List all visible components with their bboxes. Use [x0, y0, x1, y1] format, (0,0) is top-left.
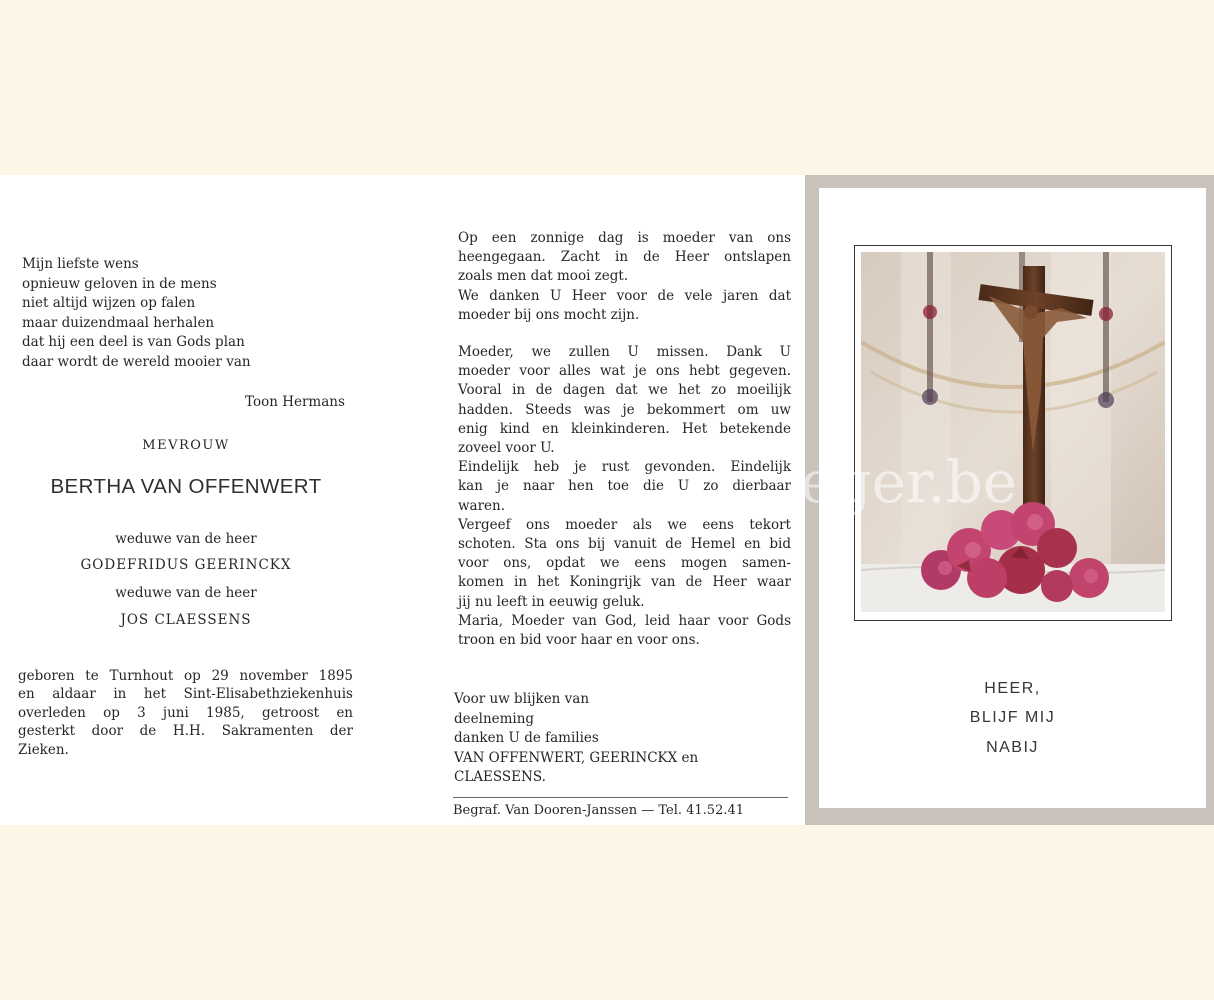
tribute-line: Moeder, we zullen U missen. Dank U [458, 344, 791, 361]
tribute-line: kan je naar hen toe die U zo dierbaar [458, 478, 791, 495]
memorial-card [0, 175, 1214, 825]
undertaker-info: Begraf. Van Dooren-Janssen — Tel. 41.52.41 [453, 803, 745, 818]
prayer-line: NABIJ [986, 739, 1039, 756]
deceased-name: BERTHA VAN OFFENWERT [50, 475, 322, 498]
husband-name: GODEFRIDUS GEERINCKX [80, 557, 292, 573]
tribute-line: jij nu leeft in eeuwig geluk. [458, 593, 645, 610]
paragraph-gap [458, 325, 791, 343]
husband-name: JOS CLAESSENS [120, 612, 252, 628]
left-panel [0, 175, 400, 825]
tribute-line: Vergeef ons moeder als we eens tekort [458, 516, 791, 533]
tribute-line: We danken U Heer voor de vele jaren dat [458, 287, 791, 304]
tribute-line: zoveel voor U. [458, 440, 555, 457]
poem-line: daar wordt de wereld mooier van [22, 353, 251, 370]
crucifix-image [861, 252, 1165, 612]
poem-author: Toon Hermans [245, 394, 345, 410]
tribute-line: enig kind en kleinkinderen. Het betekende [458, 420, 791, 437]
tribute-line: heengegaan. Zacht in de Heer ontslapen [458, 249, 791, 266]
thanks-line: Voor uw blijken van [454, 691, 590, 707]
thanks-line: danken U de families [454, 730, 599, 747]
biography [18, 667, 353, 759]
widow-line: weduwe van de heer [115, 585, 257, 601]
tribute-line: Maria, Moeder van God, leid haar voor Gods [458, 612, 791, 629]
tribute-line: zoals men dat mooi zegt. [458, 268, 629, 285]
tribute-text [458, 229, 791, 650]
thanks-line: CLAESSENS. [454, 769, 546, 786]
title-mevrouw: MEVROUW [142, 438, 230, 453]
bio-line: Zieken. [18, 741, 69, 758]
bio-line: overleden op 3 juni 1985, getroost en [18, 704, 353, 721]
divider [453, 797, 788, 798]
photo-frame [854, 245, 1172, 621]
bio-line: geboren te Turnhout op 29 november 1895 [18, 668, 353, 684]
middle-panel [440, 175, 805, 825]
thanks-text [454, 690, 698, 788]
poem [22, 255, 251, 373]
tribute-line: troon en bid voor haar en voor ons. [458, 632, 700, 649]
tribute-line: schoten. Sta ons bij vanuit de Hemel en bid [458, 536, 791, 553]
thanks-line: deelneming [454, 710, 535, 727]
tribute-line: Eindelijk heb je rust gevonden. Eindelijk [458, 459, 791, 476]
tribute-line: moeder bij ons mocht zijn. [458, 306, 640, 323]
poem-line: Mijn liefste wens [22, 256, 139, 272]
poem-line: niet altijd wijzen op falen [22, 295, 196, 312]
poem-line: opnieuw geloven in de mens [22, 275, 217, 292]
prayer-line: BLIJF MIJ [969, 709, 1056, 726]
poem-line: dat hij een deel is van Gods plan [22, 334, 245, 351]
bio-line: gesterkt door de H.H. Sakramenten der [18, 723, 353, 740]
tribute-line: waren. [458, 497, 506, 514]
tribute-line: Vooral in de dagen dat we het zo moeilijk [458, 382, 791, 399]
watermark: eger.be [800, 448, 1018, 516]
tribute-line: moeder voor alles wat je ons hebt gegeven. [458, 363, 791, 380]
prayer-line: HEER, [984, 680, 1041, 697]
widow-line: weduwe van de heer [115, 531, 257, 547]
poem-line: maar duizendmaal herhalen [22, 314, 215, 331]
tribute-line: komen in het Koningrijk van de Heer waar [458, 574, 791, 591]
bio-line: en aldaar in het Sint-Elisabethziekenhuis [18, 686, 353, 703]
tribute-line: voor ons, opdat we eens mogen samen- [458, 555, 791, 572]
tribute-line: Op een zonnige dag is moeder van ons [458, 230, 791, 246]
thanks-line: VAN OFFENWERT, GEERINCKX en [454, 749, 699, 766]
tribute-line: hadden. Steeds was je bekommert om uw [458, 401, 791, 418]
